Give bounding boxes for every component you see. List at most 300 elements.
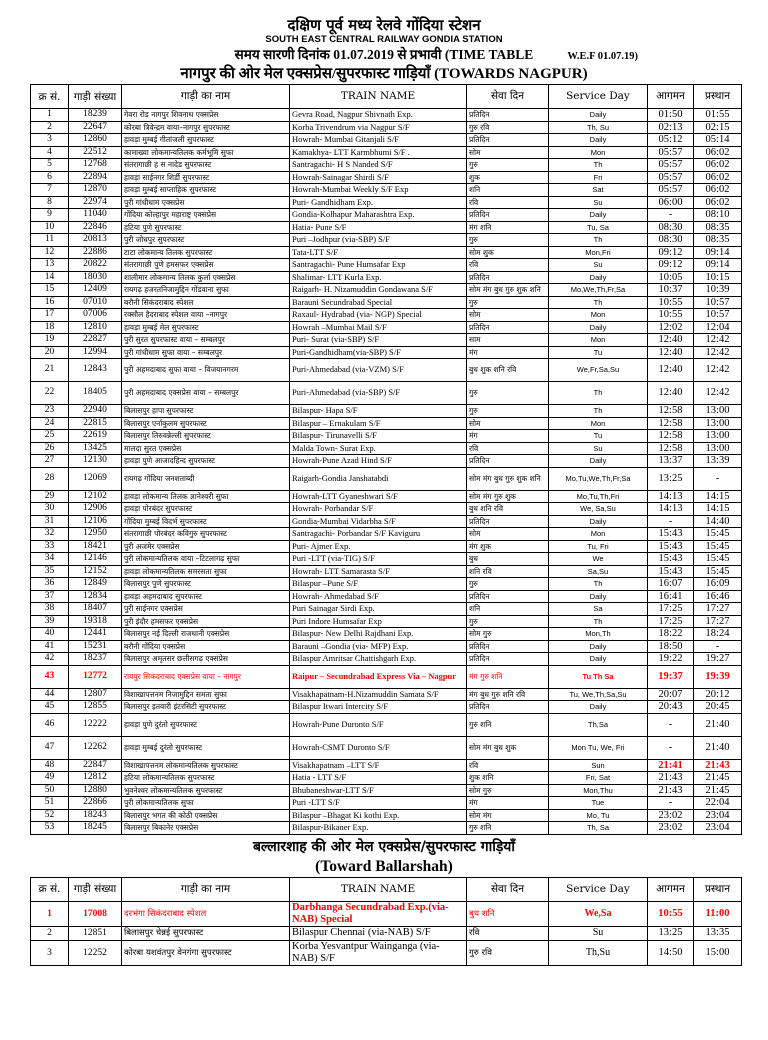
seva-din: शनि [467,184,549,197]
hindi-train-name: हटिया पुणे सुपरफास्ट [122,221,290,234]
service-day: Tu, Fri [549,540,648,553]
arrival-time: - [648,713,694,736]
serial-number: 23 [31,405,69,418]
arrival-time: 05:12 [648,134,694,147]
table-row [31,797,742,810]
service-day: Th [549,234,648,247]
arrival-time: 18:50 [648,640,694,653]
table-row [31,430,742,443]
arrival-time: 13:25 [648,926,694,940]
service-day: We,Sa [549,901,648,926]
train-name: Santragachi- Porbandar S/F Kaviguru [290,528,467,541]
col-train-no: गाड़ी संख्या [69,85,122,109]
serial-number: 52 [31,809,69,822]
train-number: 12851 [69,926,122,940]
serial-number: 36 [31,578,69,591]
service-day: Daily [549,701,648,714]
table-row [31,653,742,666]
arrival-time: 14:50 [648,940,694,965]
seva-din: सोम गुरु [467,784,549,797]
train-name: Howrah-Pune Duronto S/F [290,713,467,736]
service-day: Tue [549,797,648,810]
serial-number: 3 [31,134,69,147]
arrival-time: 18:22 [648,628,694,641]
seva-din: बुध शनि रवि [467,503,549,516]
table-row [31,688,742,701]
seva-din: रवि [467,442,549,455]
service-day: Tu [549,430,648,443]
departure-time: 15:45 [694,565,742,578]
train-number: 12834 [69,590,122,603]
seva-din: शनि रवि [467,565,549,578]
departure-time: 09:14 [694,259,742,272]
hindi-train-name: भुवनेश्वर लोकमान्यतिलक सुपरफास्ट [122,784,290,797]
service-day: Daily [549,515,648,528]
train-name: Barauni –Gondia (via- MFP) Exp. [290,640,467,653]
serial-number: 45 [31,701,69,714]
seva-din: गुरु [467,405,549,418]
departure-time: 15:45 [694,540,742,553]
train-name: Gondia-Mumbai Vidarbha S/F [290,515,467,528]
departure-time: 10:15 [694,271,742,284]
service-day: Su [549,926,648,940]
col-service-day: Service Day [549,85,648,109]
departure-time: 10:39 [694,284,742,297]
train-name: Tata-LTT S/F [290,246,467,259]
train-name: Bilaspur Itwari Intercity S/F [290,701,467,714]
train-name: Howrah-LTT Gyaneshwari S/F [290,490,467,503]
departure-time: 21:45 [694,772,742,785]
service-day: Th, Su [549,121,648,134]
train-number: 22846 [69,221,122,234]
train-name: Bilaspur Chennai (via-NAB) S/F [290,926,467,940]
service-day: Daily [549,109,648,122]
header [0,16,768,84]
serial-number: 31 [31,515,69,528]
departure-time: 21:43 [694,759,742,772]
service-day: Mo, Tu [549,809,648,822]
arrival-time: 09:12 [648,246,694,259]
departure-time: 06:02 [694,196,742,209]
serial-number: 38 [31,603,69,616]
train-name: Raigarh- H. Nizamuddin Gondawana S/F [290,284,467,297]
col-seva-din: सेवा दिन [467,85,549,109]
seva-din: प्रतिदिन [467,134,549,147]
service-day: Daily [549,640,648,653]
hindi-train-name: संतरागाछी पोरबंदर कविगुरु सुपरफास्ट [122,528,290,541]
seva-din: मंग गुरु शनि [467,665,549,688]
service-day: Daily [549,321,648,334]
departure-time: 23:04 [694,822,742,835]
hindi-train-name: पुरी गांधीधाम एक्सप्रेस [122,196,290,209]
arrival-time: - [648,797,694,810]
table-row [31,455,742,468]
seva-din: प्रतिदिन [467,653,549,666]
table-row [31,134,742,147]
service-day: Mon,Th [549,628,648,641]
departure-time: 22:04 [694,797,742,810]
departure-time: 12:42 [694,346,742,359]
arrival-time: 20:43 [648,701,694,714]
train-number: 12860 [69,134,122,147]
table-row [31,334,742,347]
hindi-train-name: बिलासपुर नई दिल्ली राजधानी एक्सप्रेस [122,628,290,641]
train-name: Malda Town- Surat Exp. [290,442,467,455]
table-row [31,578,742,591]
seva-din: सोम [467,528,549,541]
departure-time: 19:27 [694,653,742,666]
train-name: Puri Indore Humsafar Exp [290,615,467,628]
serial-number: 21 [31,359,69,382]
service-day: Fri, Sat [549,772,648,785]
table-row [31,246,742,259]
arrival-time: - [648,736,694,759]
seva-din: प्रतिदिन [467,590,549,603]
train-number: 12130 [69,455,122,468]
table-row [31,184,742,197]
train-number: 12146 [69,553,122,566]
arrival-time: 21:41 [648,759,694,772]
table-row [31,809,742,822]
arrival-time: 15:43 [648,553,694,566]
train-name: Kamakhya- LTT Karmbhumi S/F . [290,146,467,159]
serial-number: 1 [31,109,69,122]
service-day: Th [549,382,648,405]
seva-din: प्रतिदिन [467,271,549,284]
train-number: 15231 [69,640,122,653]
service-day: Daily [549,590,648,603]
col-sn: क्र सं. [31,877,69,901]
seva-din: गुरु [467,578,549,591]
serial-number: 8 [31,196,69,209]
departure-time: 15:45 [694,528,742,541]
seva-din: प्रतिदिन [467,701,549,714]
hindi-train-name: हावड़ा अहमदाबाद सुपरफास्ट [122,590,290,603]
train-number: 18030 [69,271,122,284]
table-row [31,296,742,309]
hindi-train-name: विशाखापत्तनम निजामुद्दिन समता सुफा [122,688,290,701]
arrival-time: 15:43 [648,565,694,578]
table-row [31,736,742,759]
departure-time: 01:55 [694,109,742,122]
departure-time: 09:14 [694,246,742,259]
hindi-train-name: पुरी अहमदाबाद एक्सप्रेस वाया – सम्बलपुर [122,382,290,405]
service-day: Tu [549,346,648,359]
train-number: 12950 [69,528,122,541]
seva-din: प्रतिदिन [467,640,549,653]
seva-din: सोम शुक [467,246,549,259]
seva-din: गुरु [467,296,549,309]
table-row [31,590,742,603]
departure-time: 21:45 [694,784,742,797]
hindi-train-name: मालदा सुरत एक्सप्रेस [122,442,290,455]
seva-din: मंग [467,797,549,810]
train-name: Santragachi- H S Nanded S/F [290,159,467,172]
train-name: Puri -LTT (via-TIG) S/F [290,553,467,566]
seva-din: मंग बुध गुरु शनि रवि [467,688,549,701]
serial-number: 29 [31,490,69,503]
departure-time: 18:24 [694,628,742,641]
train-name: Howrah- Porbandar S/F [290,503,467,516]
train-name: Bilaspur-Bikaner Exp. [290,822,467,835]
arrival-time: 19:22 [648,653,694,666]
departure-time: 06:02 [694,171,742,184]
serial-number: 6 [31,171,69,184]
table-row [31,146,742,159]
service-day: Daily [549,209,648,222]
arrival-time: 08:30 [648,234,694,247]
serial-number: 12 [31,246,69,259]
serial-number: 32 [31,528,69,541]
seva-din: रवि [467,759,549,772]
seva-din: शनि [467,603,549,616]
table-row [31,784,742,797]
arrival-time: 17:25 [648,603,694,616]
arrival-time: 12:40 [648,359,694,382]
table-row [31,196,742,209]
hindi-train-name: हावड़ा मुम्बई साप्ताहिक सुपरफास्ट [122,184,290,197]
train-number: 12069 [69,467,122,490]
seva-din: मंग शनि [467,221,549,234]
seva-din: सोम मंग बुध गुरु शुक शनि [467,467,549,490]
arrival-time: 12:02 [648,321,694,334]
train-name: Gondia-Kolhapur Maharashtra Exp. [290,209,467,222]
train-name: Shalimar- LTT Kurla Exp. [290,271,467,284]
arrival-time: 05:57 [648,159,694,172]
service-day: Daily [549,653,648,666]
train-number: 12152 [69,565,122,578]
section1-title: नागपुर की ओर मेल एक्सप्रेस/सुपरफास्ट गाड़ियाँ (TOWARDS NAGPUR) [180,66,588,82]
train-name: Puri -LTT S/F [290,797,467,810]
train-number: 11040 [69,209,122,222]
col-sn: क्र सं. [31,85,69,109]
service-day: Mo,We,Th,Fr,Sa [549,284,648,297]
hindi-train-name: रायगढ़ हजरतनिजामुद्दिन गोंडवाना सुफा [122,284,290,297]
serial-number: 30 [31,503,69,516]
serial-number: 41 [31,640,69,653]
seva-din: गुरु शनि [467,822,549,835]
serial-number: 27 [31,455,69,468]
arrival-time: 12:58 [648,405,694,418]
departure-time: 06:02 [694,146,742,159]
service-day: Mon [549,146,648,159]
train-number: 12906 [69,503,122,516]
seva-din: सोम [467,309,549,322]
serial-number: 46 [31,713,69,736]
table-row [31,309,742,322]
service-day: Sa [549,603,648,616]
train-number: 12994 [69,346,122,359]
train-number: 20822 [69,259,122,272]
service-day: Th,Su [549,940,648,965]
train-number: 12810 [69,321,122,334]
train-number: 12807 [69,688,122,701]
arrival-time: 10:55 [648,296,694,309]
hindi-train-name: हावड़ा लोकमान्य तिलक ज्ञानेश्वरी सुफा [122,490,290,503]
train-name: Barauni Secundrabad Special [290,296,467,309]
service-day: Th,Sa [549,713,648,736]
serial-number: 1 [31,901,69,926]
arrival-time: 23:02 [648,809,694,822]
departure-time: 20:45 [694,701,742,714]
hindi-train-name: पुरी अजमेर एक्सप्रेस [122,540,290,553]
train-name: Santragachi- Pune Humsafar Exp [290,259,467,272]
table-row [31,109,742,122]
service-day: Fri [549,171,648,184]
train-number: 12768 [69,159,122,172]
arrival-time: 05:57 [648,146,694,159]
seva-din: बुध शुक शनि रवि [467,359,549,382]
hindi-train-name: पुरी अहमदाबाद सुफा वाया – विजयानगरम [122,359,290,382]
train-name: Puri-Gandhidham(via-SBP) S/F [290,346,467,359]
seva-din: साम [467,334,549,347]
seva-din: प्रतिदिन [467,455,549,468]
hindi-train-name: विशाखापत्तनम लोकमान्यतिलक सुपरफास्ट [122,759,290,772]
hindi-train-name: पुरी लोकमान्यतिलक वाया –टिटलागढ़ सुफा [122,553,290,566]
train-number: 12843 [69,359,122,382]
departure-time: 06:02 [694,184,742,197]
train-number: 22894 [69,171,122,184]
hindi-train-name: हावड़ा पुणे दुरंतो सुपरफास्ट [122,713,290,736]
serial-number: 3 [31,940,69,965]
train-number: 22886 [69,246,122,259]
train-number: 12262 [69,736,122,759]
hindi-train-name: संतरागाछी पुणे हमसफर एक्सप्रेस [122,259,290,272]
table-row [31,926,742,940]
arrival-time: 12:40 [648,382,694,405]
train-name: Raipur – Secundrabad Express Via – Nagpur [290,665,467,688]
table-row [31,259,742,272]
hindi-train-name: हटिया लोकमान्यतिलक सुपरफास्ट [122,772,290,785]
arrival-time: 15:43 [648,528,694,541]
serial-number: 18 [31,321,69,334]
seva-din: बुध शनि [467,901,549,926]
service-day: Sat [549,184,648,197]
departure-time: 12:04 [694,321,742,334]
train-name: Puri Sainagar Sirdi Exp. [290,603,467,616]
serial-number: 24 [31,417,69,430]
arrival-time: 08:30 [648,221,694,234]
arrival-time: 16:07 [648,578,694,591]
departure-time: 14:15 [694,490,742,503]
train-number: 12855 [69,701,122,714]
serial-number: 25 [31,430,69,443]
seva-din: रवि [467,926,549,940]
service-day: We [549,553,648,566]
serial-number: 42 [31,653,69,666]
hindi-train-name: बिलासपुर अमृतसर छत्तीसगढ़ एक्सप्रेस [122,653,290,666]
serial-number: 7 [31,184,69,197]
arrival-time: 15:43 [648,540,694,553]
hindi-train-name: बिलासपुर तिरुवन्नेल्ली सुपरफास्ट [122,430,290,443]
train-name: Puri –Jodhpur (via-SBP) S/F [290,234,467,247]
departure-time: 19:39 [694,665,742,688]
departure-time: 13:35 [694,926,742,940]
table-row [31,417,742,430]
train-name: Howrah-Sainagar Shirdi S/F [290,171,467,184]
seva-din: गुरु [467,159,549,172]
train-name: Puri- Gandhidham Exp. [290,196,467,209]
train-number: 12222 [69,713,122,736]
arrival-time: 10:55 [648,309,694,322]
train-name: Gevra Road, Nagpur Shivnath Exp. [290,109,467,122]
train-number: 20813 [69,234,122,247]
table-row [31,772,742,785]
hindi-train-name: बिलासपुर हापा सुपरफास्ट [122,405,290,418]
serial-number: 2 [31,121,69,134]
hindi-train-name: बिलासपुर बिकानेर एक्सप्रेस [122,822,290,835]
table-row [31,615,742,628]
train-name: Visakhapatnam –LTT S/F [290,759,467,772]
train-number: 18405 [69,382,122,405]
arrival-time: - [648,515,694,528]
hindi-train-name: बिलासपुर पुणे सुपरफास्ट [122,578,290,591]
arrival-time: 01:50 [648,109,694,122]
section2-title-hindi: बल्लारशाह की ओर मेल एक्सप्रेस/सुपरफास्ट गाड़ियाँ [252,838,516,855]
arrival-time: 05:57 [648,184,694,197]
service-day: Mon,Fri [549,246,648,259]
hindi-train-name: बरौनी गोंदिया एक्सप्रेस [122,640,290,653]
table-row [31,701,742,714]
col-seva-din: सेवा दिन [467,877,549,901]
service-day: Sun [549,759,648,772]
service-day: Th [549,405,648,418]
departure-time: 14:40 [694,515,742,528]
service-day: Su [549,442,648,455]
service-day: Mon [549,309,648,322]
serial-number: 26 [31,442,69,455]
departure-time: 12:42 [694,334,742,347]
train-number: 12252 [69,940,122,965]
col-train-no: गाड़ी संख्या [69,877,122,901]
serial-number: 50 [31,784,69,797]
seva-din: प्रतिदिन [467,515,549,528]
departure-time: 08:10 [694,209,742,222]
departure-time: 10:57 [694,296,742,309]
departure-time: 13:00 [694,442,742,455]
train-name: Korba Yesvantpur Wainganga (via-NAB) S/F [290,940,467,965]
serial-number: 35 [31,565,69,578]
serial-number: 10 [31,221,69,234]
train-number: 22827 [69,334,122,347]
service-day: Th [549,159,648,172]
hindi-train-name: रायगढ़ गोंदिया जनशताब्दी [122,467,290,490]
hindi-train-name: हावड़ा मुम्बई दुरंतो सुपरफास्ट [122,736,290,759]
departure-time: 13:39 [694,455,742,468]
arrival-time: - [648,209,694,222]
train-number: 22866 [69,797,122,810]
train-name: Raigarh-Gondia Janshatabdi [290,467,467,490]
serial-number: 5 [31,159,69,172]
hindi-train-name: दरभंगा सिकंदराबाद स्पेशल [122,901,290,926]
col-departure: प्रस्थान [694,877,742,901]
train-number: 07006 [69,309,122,322]
train-number: 12849 [69,578,122,591]
train-number: 22815 [69,417,122,430]
timetable-line [0,45,768,64]
table-row [31,565,742,578]
train-number: 18243 [69,809,122,822]
section2-title-english: (Toward Ballarshah) [315,857,453,875]
train-name: Darbhanga Secundrabad Exp.(via-NAB) Special [290,901,467,926]
train-number: 07010 [69,296,122,309]
departure-time: - [694,467,742,490]
table-row [31,359,742,382]
train-number: 12102 [69,490,122,503]
departure-time: 11:00 [694,901,742,926]
table-row [31,901,742,926]
departure-time: 17:27 [694,603,742,616]
